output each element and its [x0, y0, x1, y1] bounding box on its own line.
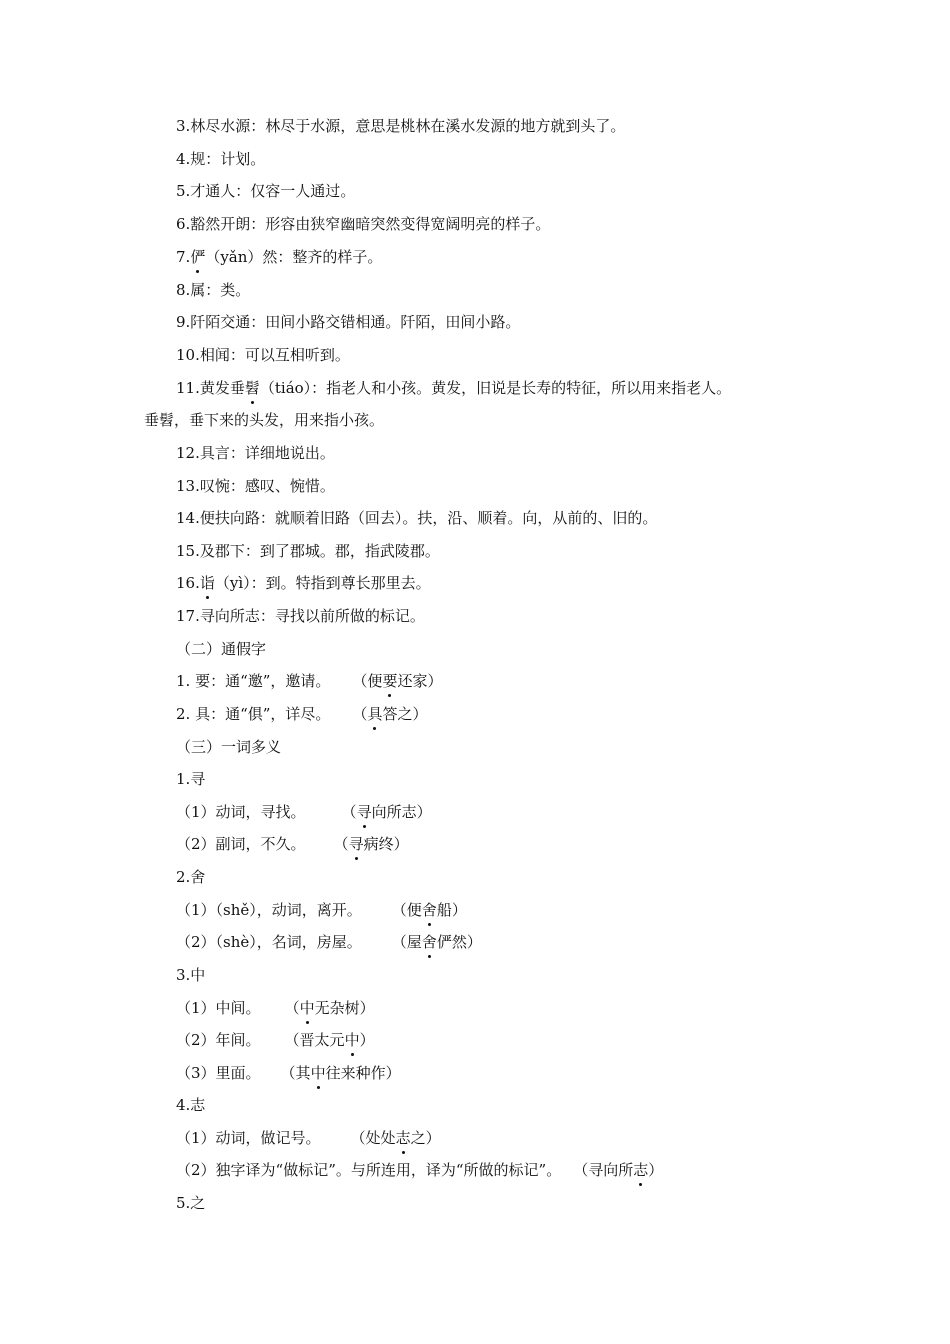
- example-prefix: （: [352, 705, 368, 723]
- tongjia-1-text: 1. 要：通“邀”，邀请。: [176, 672, 331, 690]
- note-16: [176, 573, 431, 593]
- note-11-suffix: （tiáo）：指老人和小孩。黄发，旧说是长寿的特征，所以用来指老人。: [259, 379, 732, 397]
- note-11-continuation: 垂髫，垂下来的头发，用来指小孩。: [144, 411, 385, 429]
- word-title-xun: 1.寻: [176, 770, 206, 788]
- note-12: 12.具言：详细地说出。: [176, 444, 335, 462]
- note-13: 13.叹惋：感叹、惋惜。: [176, 477, 335, 495]
- word-title-zhi-2: 5.之: [176, 1194, 206, 1212]
- sense-text: （2）年间。: [176, 1031, 261, 1049]
- emphasis-char: 舍: [421, 901, 437, 919]
- example-suffix: 无杂树）: [314, 999, 375, 1017]
- note-7-prefix: 7.: [176, 248, 191, 266]
- word-title-zhong: 3.中: [176, 966, 206, 984]
- sense-text: （1）（shě），动词，离开。: [176, 901, 362, 919]
- zhi-sense-2: [176, 1160, 663, 1180]
- note-14: 14.便扶向路：就顺着旧路（回去）。扶，沿、顺着。向，从前的、旧的。: [176, 509, 658, 527]
- emphasis-char: 诣: [199, 574, 215, 592]
- example-prefix: （处处: [350, 1129, 396, 1147]
- note-11-prefix: 11.黄发垂: [176, 379, 245, 397]
- tongjia-item-1: [176, 671, 442, 691]
- emphasis-char: 中: [299, 999, 315, 1017]
- example-suffix: ）: [648, 1161, 664, 1179]
- note-7: [176, 247, 382, 267]
- note-7-suffix: （yǎn）然：整齐的样子。: [205, 248, 383, 266]
- emphasis-char: 俨: [190, 248, 206, 266]
- note-3: 3.林尽水源：林尽于水源，意思是桃林在溪水发源的地方就到头了。: [176, 117, 626, 135]
- sense-text: （3）里面。: [176, 1064, 261, 1082]
- xun-sense-2: [176, 834, 409, 854]
- sense-text: （1）中间。: [176, 999, 261, 1017]
- zhi-sense-1: [176, 1128, 441, 1148]
- emphasis-char: 寻: [356, 803, 372, 821]
- example-prefix: （: [341, 803, 357, 821]
- emphasis-char: 寻: [348, 835, 364, 853]
- example-prefix: （便: [352, 672, 383, 690]
- emphasis-char: 具: [367, 705, 383, 723]
- emphasis-char: 要: [382, 672, 398, 690]
- example-suffix: 之）: [410, 1129, 441, 1147]
- example-prefix: （寻向所: [573, 1161, 634, 1179]
- tongjia-2-text: 2. 具：通“俱”，详尽。: [176, 705, 331, 723]
- note-17: 17.寻向所志：寻找以前所做的标记。: [176, 607, 425, 625]
- section-heading-duoyi: （三）一词多义: [176, 738, 282, 756]
- note-11: [176, 378, 731, 398]
- note-10: 10.相闻：可以互相听到。: [176, 346, 350, 364]
- example-suffix: 答之）: [382, 705, 428, 723]
- word-title-zhi: 4.志: [176, 1096, 206, 1114]
- emphasis-char: 志: [395, 1129, 411, 1147]
- example-suffix: 还家）: [397, 672, 443, 690]
- note-4: 4.规：计划。: [176, 150, 266, 168]
- example-suffix: 俨然）: [436, 933, 482, 951]
- emphasis-char: 中: [310, 1064, 326, 1082]
- sense-text: （2）（shè），名词，房屋。: [176, 933, 362, 951]
- example-prefix: （其: [280, 1064, 311, 1082]
- sense-text: （2）独字译为“做标记”。与所连用，译为“所做的标记”。: [176, 1161, 562, 1179]
- section-heading-tongjia: （二）通假字: [176, 640, 267, 658]
- xun-sense-1: [176, 802, 432, 822]
- emphasis-char: 舍: [421, 933, 437, 951]
- example-suffix: 往来种作）: [325, 1064, 401, 1082]
- example-prefix: （晋太元: [284, 1031, 345, 1049]
- word-title-she: 2.舍: [176, 868, 206, 886]
- example-suffix: ）: [359, 1031, 375, 1049]
- example-suffix: 向所志）: [371, 803, 432, 821]
- note-6: 6.豁然开朗：形容由狭窄幽暗突然变得宽阔明亮的样子。: [176, 215, 551, 233]
- emphasis-char: 中: [344, 1031, 360, 1049]
- emphasis-char: 志: [633, 1161, 649, 1179]
- note-16-suffix: （yì）：到。特指到尊长那里去。: [214, 574, 431, 592]
- zhong-sense-3: [176, 1063, 401, 1083]
- example-prefix: （: [284, 999, 300, 1017]
- sense-text: （2）副词，不久。: [176, 835, 306, 853]
- example-suffix: 病终）: [363, 835, 409, 853]
- note-16-prefix: 16.: [176, 574, 200, 592]
- sense-text: （1）动词，做记号。: [176, 1129, 321, 1147]
- she-sense-1: [176, 900, 467, 920]
- zhong-sense-2: [176, 1030, 375, 1050]
- sense-text: （1）动词，寻找。: [176, 803, 306, 821]
- example-prefix: （: [333, 835, 349, 853]
- example-prefix: （屋: [391, 933, 422, 951]
- tongjia-item-2: [176, 704, 427, 724]
- emphasis-char: 髫: [244, 379, 260, 397]
- example-suffix: 船）: [436, 901, 467, 919]
- note-9: 9.阡陌交通：田间小路交错相通。阡陌，田间小路。: [176, 313, 521, 331]
- note-15: 15.及郡下：到了郡城。郡，指武陵郡。: [176, 542, 440, 560]
- note-5: 5.才通人：仅容一人通过。: [176, 182, 356, 200]
- she-sense-2: [176, 932, 482, 952]
- example-prefix: （便: [391, 901, 422, 919]
- note-8: 8.属：类。: [176, 281, 251, 299]
- zhong-sense-1: [176, 998, 375, 1018]
